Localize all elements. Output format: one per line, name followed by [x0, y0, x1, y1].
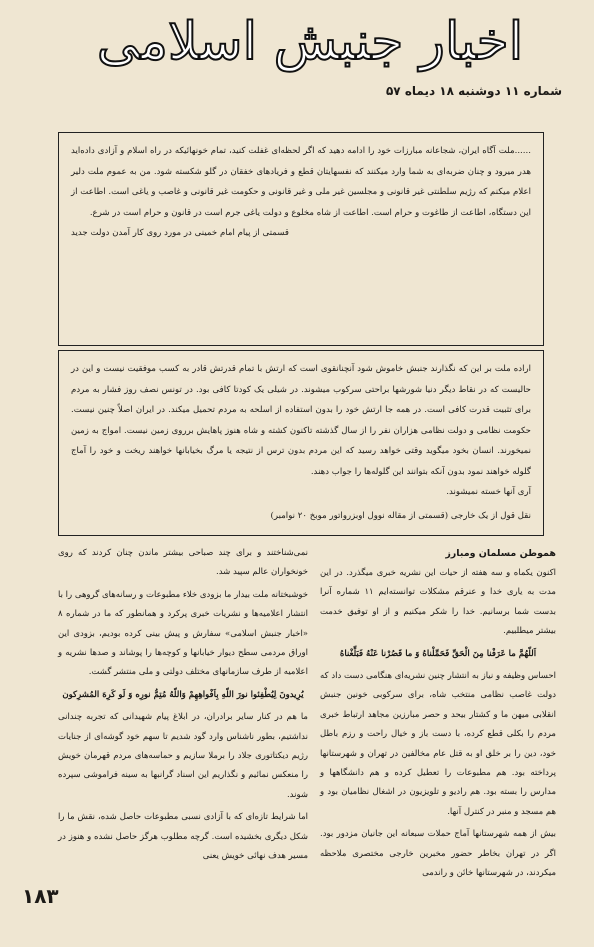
quran-verse: اَللّهُمَّ ما عَرَفْنا مِنَ الْحَقِّ فَحَمِّلْناهُ وَ ما قَصُرْنا عَنْهُ فَبَلِّغْناهُ [339, 648, 537, 659]
article-paragraph: ما هم در کنار سایر برادران، در ابلاغ پیام شهیدانی که تجربه چندانی نداشتیم، بطور ناشناس وارد گود شدیم تا سهم خود گوشه‌ای از جنایات رژیم دیکتاتوری جلاد را برملا سازیم و حماسه‌های مردم قهرمان خویش را منعکس نمائیم و نگذاریم این اسناد گرانبها به سینه فراموشی سپرده شوند. [58, 712, 308, 800]
article-paragraph: نمی‌شناختند و برای چند صباحی بیشتر ماندن چنان کردند که روی خونخواران عالم سپید شد. [58, 548, 308, 578]
page-number: ۱۸۳ [22, 884, 59, 908]
article-column-left [58, 544, 308, 884]
quote-source: قسمتی از پیام امام خمینی در مورد روی کار آمدن دولت جدید [71, 228, 290, 238]
article-column-right [320, 544, 556, 939]
article-paragraph: خوشبختانه ملت بیدار ما بزودی خلاء مطبوعات و رسانه‌های گروهی را با انتشار اعلامیه‌ها و نشریات خبری پرکرد و همانطور که ما در شماره ۸ «اخبار جنبش اسلامی» سفارش و پیش بینی کرده بودیم، بزودی این اوراق مردمی سطح دیوار خیابانها و کوچه‌ها را پوشاند و صدها نشریه و اعلامیه از طرف سازمانهای مختلف دولتی و ملی منتشر گشت. [58, 589, 308, 678]
quote-text: اراده ملت بر این که نگذارند جنبش خاموش شود آنچنانقوی است که ارتش با تمام قدرتش قادر به کسب موفقیت نیست و این در حالیست که در نقاط دیگر دنیا شورشها براحتی سرکوب میشوند. در شیلی یک کودتا کافی بود. در تونس نصف روز فشار به مردم برای تثبیت قدرت کافی است. در همه جا ارتش خود را بدون استفاده از اسلحه به مردم تحمیل میکند. در ایران اصلاً چنین نیست. حکومت نظامی و دولت نظامی هزاران نفر را از سال گذشته تاکنون کشته و شاه هنوز پاهایش برروی زمین نیست. امواج به زمین نمیخورند. انسان بخود میگوید وقتی خواهد رسید که این مردم بدون ترس از نتیجه یا مرگ بخیابانها خواهند ریخت و خود را آماج گلوله خواهند نمود بدون آنکه بتوانند این گلوله‌ها را جواب دهند. [71, 364, 531, 477]
article-paragraph: اکنون یکماه و سه هفته از حیات این نشریه خبری میگذرد. در این مدت به یاری خدا و عنرقم مشکلات توانسته‌ایم ۱۱ شماره آنرا بدست شما برسانیم. خدا را شکر میکنیم و از او توفیق خدمت بیشتر میطلبیم. [320, 568, 556, 637]
article-paragraph: اما شرایط تازه‌ای که با آزادی نسبی مطبوعات حاصل شده، نقش ما را شکل دیگری بخشیده است. گرچه مطلوب هرگز حاصل نشده و هنوز در مسیر هدف نهائی خویش یعنی [58, 812, 308, 862]
article-paragraph: بیش از همه شهرستانها آماج حملات سبعانه این جانیان مزدور بود. اگر در تهران بخاطر حضور مخبرین خارجی مختصری ملاحظه میکردند، در شهرستانها خائن و راندمی [320, 829, 556, 879]
quote-closing-line: آری آنها خسته نمیشوند. [446, 487, 531, 497]
masthead [70, 6, 550, 80]
article-paragraph: احساس وظیفه و نیاز به انتشار چنین نشریه‌ای هنگامی دست داد که دولت غاصب نظامی منتخب شاه، برای سرکوبی خونین جنبش انقلابی میهن ما و کشتار بیحد و حصر مبارزین مجاهد ارتباط خبری مردم را بکلی قطع کرده، با دست باز و خیال راحت و رزم باطل خود، دین را بر خلق او به قتل عام مخالفین در تهران و شهرستانها پرداخته بود. هم مطبوعات را تعطیل کرده و هم دانشگاهها و مدارس را بسته بود. هم رادیو و تلویزیون در اشغال نظامیان بود و هم مسجد و منبر در کنترل آنها. [320, 671, 556, 817]
quote-source: نقل قول از یک خارجی (قسمتی از مقاله نوول اوبزرواتور موبخ ۲۰ نوامبر) [270, 510, 531, 521]
issue-line: شماره ۱۱ دوشنبه ۱۸ دیماه ۵۷ [385, 84, 562, 98]
quran-verse: یُرِیدونَ لِیُطْفِئوا نورَ اللّهِ بِاَفْواهِهِمْ وَاللّهُ مُتِمُّ نورِه وَ لَو کَرِهَ المُشرِکون [62, 689, 304, 700]
quote-box-khomeini [58, 132, 544, 346]
quote-box-foreign [58, 350, 544, 536]
quote-text: ......ملت آگاه ایران، شجاعانه مبارزات خود را ادامه دهید که اگر لحظه‌ای غفلت کنید، تمام خونهائیکه در راه اسلام و آزادی داده‌اید هدر میرود و چنان ضربه‌ای به شما وارد میکنند که نفسهایتان قطع و فریادهای خفقان در گلو شکسته شود. من به عموم ملت دلیر اعلام میکنم که رژیم سلطنتی غیر قانونی و مجلسین غیر ملی و غیر قانونی و حکومت غیر قانونی و غاصب و یاغی است. اطاعت از این دستگاه، اطاعت از طاغوت و حرام است. اطاعت از شاه مخلوع و دولت یاغی جرم است در قانون و حرام است در شرع. [71, 146, 531, 218]
article-heading: هموطن مسلمان ومبارز [445, 548, 556, 559]
masthead-title: اخبار جنبش اسلامی [96, 12, 524, 72]
